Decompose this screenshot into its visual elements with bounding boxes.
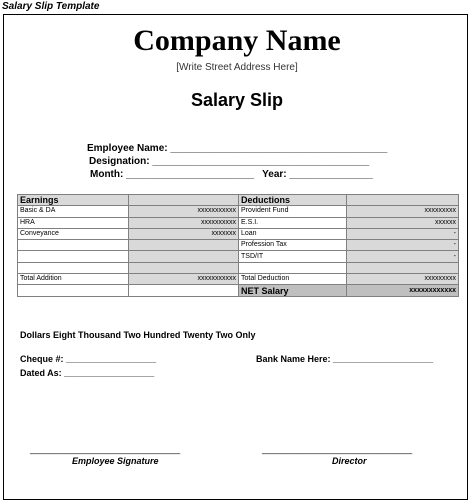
earning-value xyxy=(129,240,239,251)
deduction-label xyxy=(239,262,347,273)
table-header-row xyxy=(18,195,459,206)
table-row xyxy=(18,217,459,228)
earning-label: Conveyance xyxy=(18,228,129,239)
designation-field: Designation: _______________________________________ xyxy=(89,156,370,167)
earning-label xyxy=(18,240,129,251)
earning-value xyxy=(129,251,239,262)
empty-cell xyxy=(129,285,239,296)
total-deduction-label: Total Deduction xyxy=(239,274,347,285)
table-row xyxy=(18,206,459,217)
deduction-label: E.S.I. xyxy=(239,217,347,228)
earning-value xyxy=(129,262,239,273)
deduction-label: Loan xyxy=(239,228,347,239)
earnings-header: Earnings xyxy=(18,195,129,206)
empty-cell xyxy=(18,285,129,296)
template-title: Salary Slip Template xyxy=(2,1,100,12)
deduction-value xyxy=(347,262,459,273)
net-salary-value: xxxxxxxxxxxx xyxy=(347,285,459,296)
table-row xyxy=(18,251,459,262)
employee-name-field: Employee Name: _______________________________________ xyxy=(87,143,388,154)
deduction-label: Provident Fund xyxy=(239,206,347,217)
deduction-label: TSD/IT xyxy=(239,251,347,262)
table-row xyxy=(18,262,459,273)
total-deduction-value: xxxxxxxxx xyxy=(347,274,459,285)
deduction-value: - xyxy=(347,228,459,239)
employee-signature-label: Employee Signature xyxy=(72,456,159,466)
table-row xyxy=(18,228,459,239)
deduction-value: xxxxxx xyxy=(347,217,459,228)
deduction-value: - xyxy=(347,240,459,251)
company-name: Company Name xyxy=(133,24,341,57)
earning-label xyxy=(18,251,129,262)
deductions-header: Deductions xyxy=(239,195,347,206)
table-row xyxy=(18,240,459,251)
net-salary-row xyxy=(18,285,459,296)
company-address: [Write Street Address Here] xyxy=(176,62,298,73)
earning-value: xxxxxxxxxxx xyxy=(129,206,239,217)
deductions-header-value xyxy=(347,195,459,206)
deduction-value: xxxxxxxxx xyxy=(347,206,459,217)
employee-signature-line: ______________________________ xyxy=(30,444,181,454)
slip-title: Salary Slip xyxy=(190,90,284,110)
bank-name-field: Bank Name Here: ____________________ xyxy=(256,354,434,364)
deduction-label: Profession Tax xyxy=(239,240,347,251)
total-addition-value: xxxxxxxxxxx xyxy=(129,274,239,285)
salary-table xyxy=(17,194,459,297)
month-year-field: Month: _______________________ Year: _______________ xyxy=(90,169,373,180)
earning-label xyxy=(18,262,129,273)
total-addition-label: Total Addition xyxy=(18,274,129,285)
earning-label: Basic & DA xyxy=(18,206,129,217)
deduction-value: - xyxy=(347,251,459,262)
table-row xyxy=(18,274,459,285)
net-salary-label: NET Salary xyxy=(239,285,347,296)
director-label: Director xyxy=(332,456,367,466)
director-signature-line: ______________________________ xyxy=(262,444,413,454)
earning-value: xxxxxxxxxx xyxy=(129,217,239,228)
cheque-field: Cheque #: __________________ xyxy=(20,354,157,364)
earning-value: xxxxxxx xyxy=(129,228,239,239)
earnings-header-value xyxy=(129,195,239,206)
earning-label: HRA xyxy=(18,217,129,228)
amount-in-words: Dollars Eight Thousand Two Hundred Twenty Two Only xyxy=(20,330,256,340)
dated-field: Dated As: __________________ xyxy=(20,368,155,378)
